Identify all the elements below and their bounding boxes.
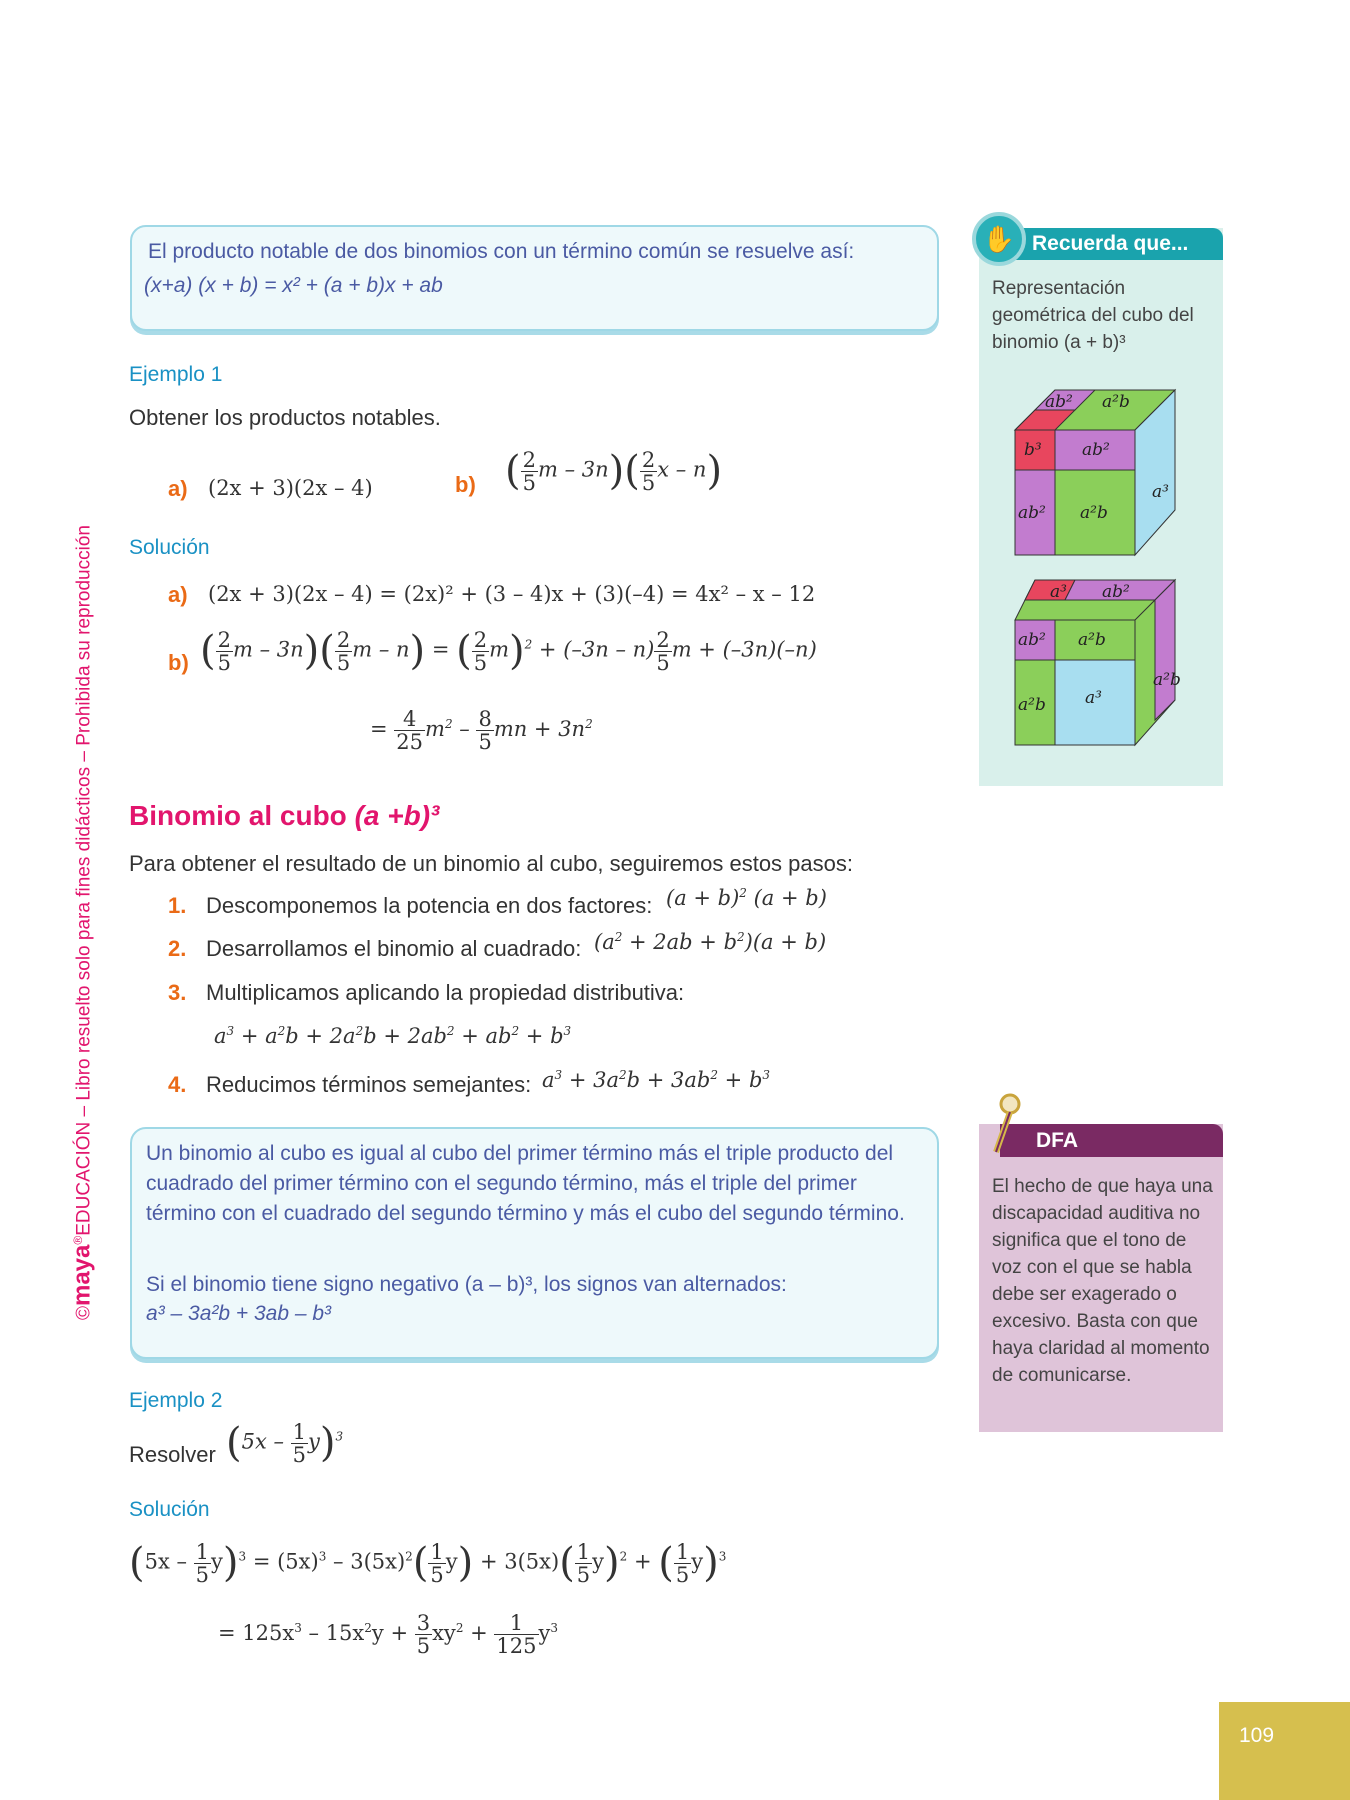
step-4-num: 4. <box>168 1072 187 1097</box>
label-a3-side: a³ <box>1152 482 1169 502</box>
label-ab2-front: ab² <box>1082 440 1110 460</box>
example-1-label: Ejemplo 1 <box>129 363 223 386</box>
solution-1-label: Solución <box>129 536 210 559</box>
label-a3-front2: a³ <box>1085 688 1102 708</box>
label-b3: b³ <box>1024 440 1042 460</box>
item-b-expr: ( $\frac{2}{5}$ m – 3n)( $\frac{2}{5}$ x – n) <box>505 447 723 495</box>
label-ab2-top2: ab² <box>1102 582 1130 602</box>
step-3-expr: $a^3 + a^2b + 2a^2b + 2ab^2 + ab^2 + b^3$ <box>214 1024 572 1048</box>
example-1-prompt: Obtener los productos notables. <box>129 405 441 430</box>
step-4-text: Reducimos términos semejantes: <box>206 1072 532 1097</box>
label-ab2-top: ab² <box>1045 392 1073 412</box>
label-a2b-front2: a²b <box>1078 630 1106 650</box>
cube-negative-text: Si el binomio tiene signo negativo (a – b)³, los signos van alternados: <box>146 1273 787 1296</box>
step-1-text: Descomponemos la potencia en dos factores: <box>206 893 653 918</box>
recuerda-text: Representación geométrica del cubo del binomio (a + b)³ <box>992 278 1194 353</box>
sol-2-line1: (5x – $\frac{1}{5}$ $y)^3 = (5x)^3 - 3(5x)^2$( $\frac{1}{5}$ y) + 3(5x)( $\frac{1}{5}$ y)$^2$ + ( $\frac{1}{5}$ y)$^3$ <box>129 1539 727 1587</box>
step-1-expr: $(a + b)^2$ (a + b) <box>666 886 827 910</box>
step-2-text: Desarrollamos el binomio al cuadrado: <box>206 936 582 961</box>
item-b-label: b) <box>455 472 476 497</box>
cube-negative-formula: a³ – 3a²b + 3ab – b³ <box>146 1302 332 1325</box>
section-intro: Para obtener el resultado de un binomio al cubo, seguiremos estos pasos: <box>129 851 853 876</box>
label-a2b-side2: a²b <box>1153 670 1181 690</box>
sol-b-expr-line2: = $\frac{4}{25}$ $m^2$ – $\frac{8}{5}$ mn + $3n^2$ <box>370 707 593 754</box>
rule-box-common-term <box>130 225 939 331</box>
item-a-expr: (2x + 3)(2x – 4) <box>208 476 373 500</box>
label-ab2-front2: ab² <box>1018 630 1046 650</box>
page-number: 109 <box>1219 1702 1350 1800</box>
item-a-label: a) <box>168 476 188 501</box>
copyright-sidebar: ©maya®EDUCACIÓN – Libro resuelto solo para fines didácticos – Prohibida su reproducción <box>68 525 96 1320</box>
label-ab2-left: ab² <box>1018 503 1046 523</box>
sol-b-expr-line1: ( $\frac{2}{5}$ m – 3n)( $\frac{2}{5}$ m – n) = ( $\frac{2}{5}$ m)$^2$ + (–3n – n) $\frac{2}{5}$ m + (–3n)(–n) <box>200 627 817 675</box>
step-2-expr: $(a^2 + 2ab + b^2)(a + b)$ <box>594 930 827 954</box>
solution-2-label: Solución <box>129 1498 210 1521</box>
label-a2b-left2: a²b <box>1018 695 1046 715</box>
dfa-title: DFA <box>1000 1124 1223 1157</box>
hand-reminder-icon: ✋ <box>972 212 1026 266</box>
sol-a-label: a) <box>168 582 188 607</box>
sol-2-line2: = $125x^3 - 15x^2y$ + $\frac{3}{5}$ $xy^2$ + $\frac{1}{125}$ $y^3$ <box>218 1611 559 1658</box>
rule-formula: (x+a) (x + b) = x² + (a + b)x + ab <box>144 274 443 297</box>
step-1-num: 1. <box>168 893 187 918</box>
dfa-text: El hecho de que haya una discapacidad auditiva no significa que el tono de voz con el que se habla debe ser exagerado o excesivo. Basta con que haya claridad al momento de comunicarse. <box>992 1176 1213 1386</box>
example-2-label: Ejemplo 2 <box>129 1389 223 1412</box>
example-2-expr: (5x – $\frac{1}{5}$ y)$^3$ <box>226 1419 344 1467</box>
sol-a-expr: (2x + 3)(2x – 4) = (2x)² + (3 – 4)x + (3)(–4) = 4x² – x – 12 <box>208 582 816 606</box>
step-4-expr: $a^3 + 3a^2b + 3ab^2 + b^3$ <box>542 1068 771 1092</box>
rule-box-cube <box>130 1127 939 1359</box>
binomial-cube-diagram <box>1010 385 1190 765</box>
step-3-text: Multiplicamos aplicando la propiedad distributiva: <box>206 980 685 1005</box>
sol-b-label: b) <box>168 650 189 675</box>
example-2-prompt: Resolver <box>129 1442 216 1467</box>
label-a3-top: a³ <box>1050 582 1067 602</box>
step-2-num: 2. <box>168 936 187 961</box>
section-title: Binomio al cubo (a +b)³ <box>129 800 440 831</box>
pencil-icon <box>976 1092 1024 1156</box>
rule-text: El producto notable de dos binomios con un término común se resuelve así: <box>148 240 855 263</box>
label-a2b-top: a²b <box>1102 392 1130 412</box>
label-a2b-front: a²b <box>1080 503 1108 523</box>
cube-rule-text: Un binomio al cubo es igual al cubo del primer término más el triple producto del cuadrado del primer término con el segundo término, más el triple del primer término con el cuadrado del segundo término y más el cubo del segundo término. <box>146 1142 905 1225</box>
recuerda-title: Recuerda que... <box>1010 228 1223 260</box>
step-3-num: 3. <box>168 980 187 1005</box>
